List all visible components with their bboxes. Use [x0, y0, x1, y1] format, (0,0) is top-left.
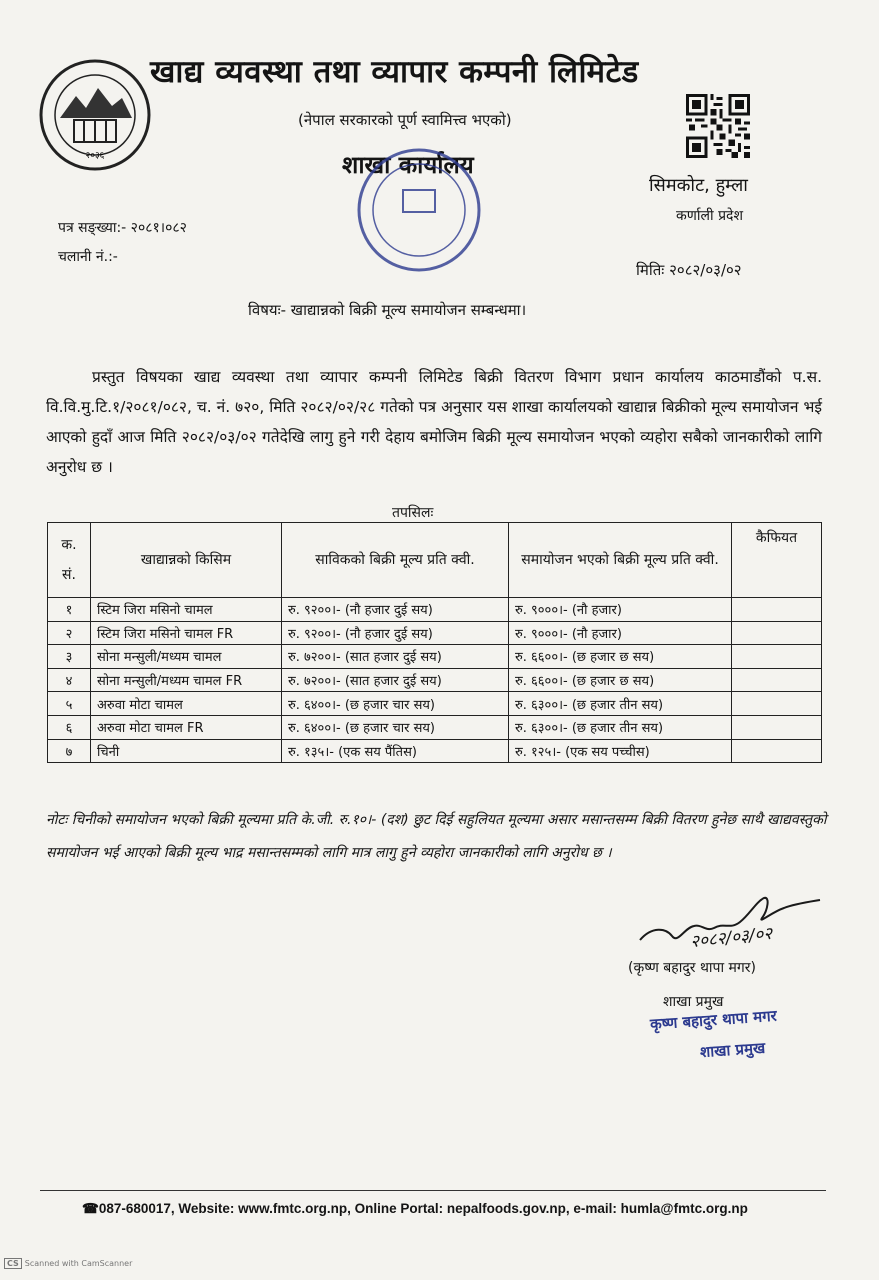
- seal-title: शाखा प्रमुख: [699, 1038, 766, 1062]
- cell-sn: ४: [48, 668, 91, 692]
- branch-title: शाखा कार्यालय: [342, 151, 474, 179]
- scanner-badge: CS: [4, 1258, 22, 1269]
- letter-date: मितिः २०८२/०३/०२: [636, 261, 742, 279]
- cell-new-price: रु. ९०००।- (नौ हजार): [509, 621, 732, 645]
- company-logo: [38, 58, 152, 172]
- cell-item: अरुवा मोटा चामल: [91, 692, 282, 716]
- table-row: [48, 692, 822, 716]
- cell-new-price: रु. ६६००।- (छ हजार छ सय): [509, 645, 732, 669]
- seal-name: कृष्ण बहादुर थापा मगर: [649, 1006, 778, 1034]
- cell-new-price: रु. ६६००।- (छ हजार छ सय): [509, 668, 732, 692]
- cell-sn: १: [48, 598, 91, 622]
- cell-new-price: रु. ६३००।- (छ हजार तीन सय): [509, 692, 732, 716]
- footer-divider: [40, 1190, 826, 1191]
- office-stamp: [355, 146, 483, 274]
- table-row: [48, 668, 822, 692]
- cell-item: सोना मन्सुली/मध्यम चामल: [91, 645, 282, 669]
- table-row: [48, 739, 822, 763]
- cell-item: चिनी: [91, 739, 282, 763]
- org-name: खाद्य व्यवस्था तथा व्यापार कम्पनी लिमिटेड: [150, 54, 639, 90]
- phone-icon: ☎: [82, 1201, 99, 1216]
- cell-remarks: [732, 692, 822, 716]
- table-header-row: [48, 523, 822, 598]
- cell-new-price: रु. १२५।- (एक सय पच्चीस): [509, 739, 732, 763]
- province: कर्णाली प्रदेश: [676, 208, 743, 224]
- footer-contact: [82, 1201, 748, 1217]
- cell-old-price: रु. ६४००।- (छ हजार चार सय): [282, 692, 509, 716]
- signatory-title: शाखा प्रमुख: [663, 994, 724, 1010]
- cell-item: अरुवा मोटा चामल FR: [91, 715, 282, 739]
- cell-old-price: रु. ६४००।- (छ हजार चार सय): [282, 715, 509, 739]
- cell-old-price: रु. ९२००।- (नौ हजार दुई सय): [282, 621, 509, 645]
- cell-remarks: [732, 715, 822, 739]
- scanner-text: Scanned with CamScanner: [24, 1259, 133, 1268]
- table-row: [48, 645, 822, 669]
- header-new-price: समायोजन भएको बिक्री मूल्य प्रति क्वी.: [509, 523, 732, 598]
- cell-new-price: रु. ९०००।- (नौ हजार): [509, 598, 732, 622]
- signatory-name: (कृष्ण बहादुर थापा मगर): [628, 960, 757, 976]
- scanner-watermark: [4, 1258, 132, 1269]
- letter-body: प्रस्तुत विषयका खाद्य व्यवस्था तथा व्यापार कम्पनी लिमिटेड बिक्री वितरण विभाग प्रधान कार्यालय काठमाडौंको प.स. वि.वि.मु.टि.१/२०८१/०८२, च. नं. ७२०, मिति २०८२/०२/२८ गतेको पत्र अनुसार यस शाखा कार्यालयको खाद्यान्न बिक्रीको मूल्य समायोजन भई आएको हुदाँ आज मिति २०८२/०३/०२ गतेदेखि लागु हुने गरी देहाय बमोजिम बिक्री मूल्य समायोजन भएको व्यहोरा सबैको जानकारीको लागि अनुरोध छ ।: [46, 368, 822, 476]
- cell-sn: ७: [48, 739, 91, 763]
- header-sn: क. सं.: [48, 523, 91, 598]
- cell-old-price: रु. १३५।- (एक सय पैंतिस): [282, 739, 509, 763]
- office-location: सिमकोट, हुम्ला: [649, 175, 748, 196]
- cell-remarks: [732, 621, 822, 645]
- header-item: खाद्यान्नको किसिम: [91, 523, 282, 598]
- header-old-price: साविकको बिक्री मूल्य प्रति क्वी.: [282, 523, 509, 598]
- cell-item: स्टिम जिरा मसिनो चामल: [91, 598, 282, 622]
- cell-sn: ३: [48, 645, 91, 669]
- logo-year: २०३६: [85, 151, 105, 161]
- cell-item: स्टिम जिरा मसिनो चामल FR: [91, 621, 282, 645]
- table-row: [48, 715, 822, 739]
- reference-number: पत्र सङ्ख्या:- २०८१।०८२: [58, 220, 187, 236]
- header-remarks: कैफियत: [732, 523, 822, 598]
- cell-sn: २: [48, 621, 91, 645]
- cell-remarks: [732, 739, 822, 763]
- qr-code: [686, 94, 750, 158]
- cell-old-price: रु. ७२००।- (सात हजार दुई सय): [282, 645, 509, 669]
- cell-remarks: [732, 645, 822, 669]
- table-row: [48, 598, 822, 622]
- cell-old-price: रु. ७२००।- (सात हजार दुई सय): [282, 668, 509, 692]
- cell-new-price: रु. ६३००।- (छ हजार तीन सय): [509, 715, 732, 739]
- cell-remarks: [732, 598, 822, 622]
- cell-remarks: [732, 668, 822, 692]
- table-row: [48, 621, 822, 645]
- cell-old-price: रु. ९२००।- (नौ हजार दुई सय): [282, 598, 509, 622]
- note-text: नोटः चिनीको समायोजन भएको बिक्री मूल्यमा प्रति के.जी. रु.१०।- (दश) छुट दिई सहुलियत मूल्यमा असार मसान्तसम्म बिक्री वितरण हुनेछ साथै खाद्यवस्तुको समायोजन भई आएको बिक्री मूल्य भाद्र मसान्तसम्मको लागि मात्र लागु हुने व्यहोरा जानकारीको लागि अनुरोध छ ।: [46, 812, 827, 861]
- table-caption: तपसिलः: [392, 505, 434, 521]
- org-subtitle: (नेपाल सरकारको पूर्ण स्वामित्त्व भएको): [298, 111, 512, 129]
- cell-sn: ५: [48, 692, 91, 716]
- cell-item: सोना मन्सुली/मध्यम चामल FR: [91, 668, 282, 692]
- price-table: [47, 522, 822, 763]
- signature-date: २०८२/०३/०२: [689, 923, 774, 953]
- footer-contact-text: 087-680017, Website: www.fmtc.org.np, Online Portal: nepalfoods.gov.np, e-mail: humla@fmtc.org.np: [98, 1201, 748, 1216]
- letter-subject: विषयः- खाद्यान्नको बिक्री मूल्य समायोजन सम्बन्धमा।: [248, 301, 527, 319]
- cell-sn: ६: [48, 715, 91, 739]
- dispatch-number: चलानी नं.:-: [58, 249, 118, 265]
